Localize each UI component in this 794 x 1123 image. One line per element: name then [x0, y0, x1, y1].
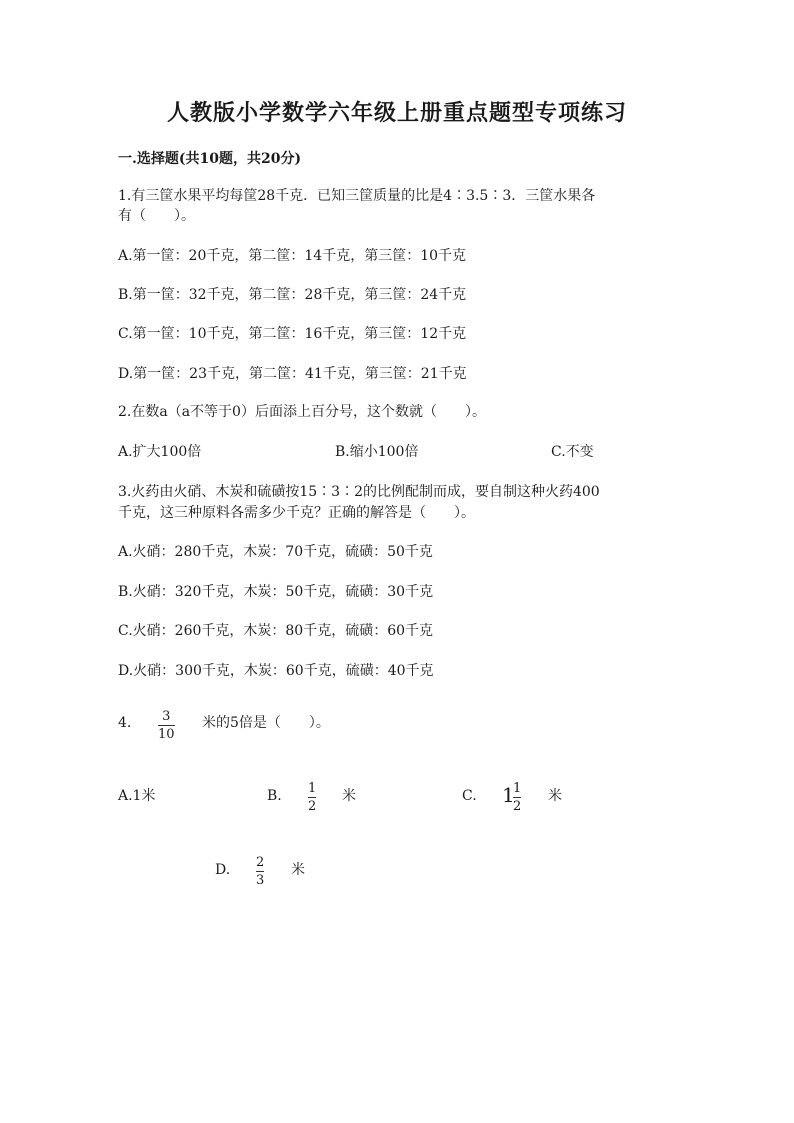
q4-fraction-numerator: 3 — [162, 709, 171, 724]
q2-option-a: A.扩大100倍 — [118, 444, 202, 460]
q3-stem-line2: 千克，这三种原料各需多少千克？正确的解答是（ ）。 — [118, 505, 475, 521]
q4-option-b-label: B. — [267, 788, 282, 804]
q3-option-d: D.火硝：300千克，木炭：60千克，硫磺：40千克 — [118, 663, 434, 679]
q1-stem-line2: 有（ ）。 — [118, 208, 195, 224]
q4-number: 4. — [118, 715, 132, 731]
q1-stem-line1: 1.有三筐水果平均每筐28千克．已知三筐质量的比是4∶3.5∶3．三筐水果各 — [118, 188, 596, 204]
q3-option-c: C.火硝：260千克，木炭：80千克，硫磺：60千克 — [118, 623, 434, 639]
q4-option-d-fraction — [256, 855, 264, 888]
fraction-bar — [513, 797, 521, 798]
fraction-bar — [256, 871, 264, 872]
fraction-bar — [158, 725, 175, 726]
q4-option-c-unit: 米 — [548, 788, 562, 804]
q2-option-b: B.缩小100倍 — [335, 444, 419, 460]
q4-option-c-fraction — [513, 781, 521, 814]
q1-option-c: C.第一筐：10千克，第二筐：16千克，第三筐：12千克 — [118, 326, 467, 342]
q4-option-c-numerator: 1 — [513, 781, 522, 796]
q4-option-c-label: C. — [462, 788, 477, 804]
q4-fraction-denominator: 10 — [158, 727, 175, 742]
q4-stem: 米的5倍是（ ）。 — [202, 715, 330, 731]
q4-option-b-unit: 米 — [342, 788, 356, 804]
q2-option-c: C.不变 — [551, 444, 594, 460]
q4-option-b-denominator: 2 — [308, 799, 317, 814]
q1-option-b: B.第一筐：32千克，第二筐：28千克，第三筐：24千克 — [118, 287, 467, 303]
q4-option-b-numerator: 1 — [308, 781, 317, 796]
q2-stem: 2.在数a（a不等于0）后面添上百分号，这个数就（ ）。 — [118, 404, 486, 420]
q4-option-d-label: D. — [215, 862, 231, 878]
q4-option-a: A.1米 — [118, 788, 156, 804]
q4-option-b-fraction — [308, 781, 316, 814]
q3-option-b: B.火硝：320千克，木炭：50千克，硫磺：30千克 — [118, 584, 434, 600]
section-heading: 一.选择题(共10题，共20分) — [118, 151, 302, 167]
q1-option-a: A.第一筐：20千克，第二筐：14千克，第三筐：10千克 — [118, 248, 467, 264]
q4-option-d-numerator: 2 — [256, 855, 265, 870]
q3-stem-line1: 3.火药由火硝、木炭和硫磺按15∶3∶2的比例配制而成，要自制这种火药400 — [118, 484, 600, 500]
page-title: 人教版小学数学六年级上册重点题型专项练习 — [166, 100, 627, 126]
q1-option-d: D.第一筐：23千克，第二筐：41千克，第三筐：21千克 — [118, 366, 467, 382]
q4-option-d-unit: 米 — [291, 862, 305, 878]
q4-fraction — [158, 709, 175, 742]
q4-option-c-whole: 1 — [502, 783, 515, 807]
fraction-bar — [308, 797, 316, 798]
q4-option-d-denominator: 3 — [256, 873, 265, 888]
q4-option-c-denominator: 2 — [513, 799, 522, 814]
q3-option-a: A.火硝：280千克，木炭：70千克，硫磺：50千克 — [118, 544, 433, 560]
